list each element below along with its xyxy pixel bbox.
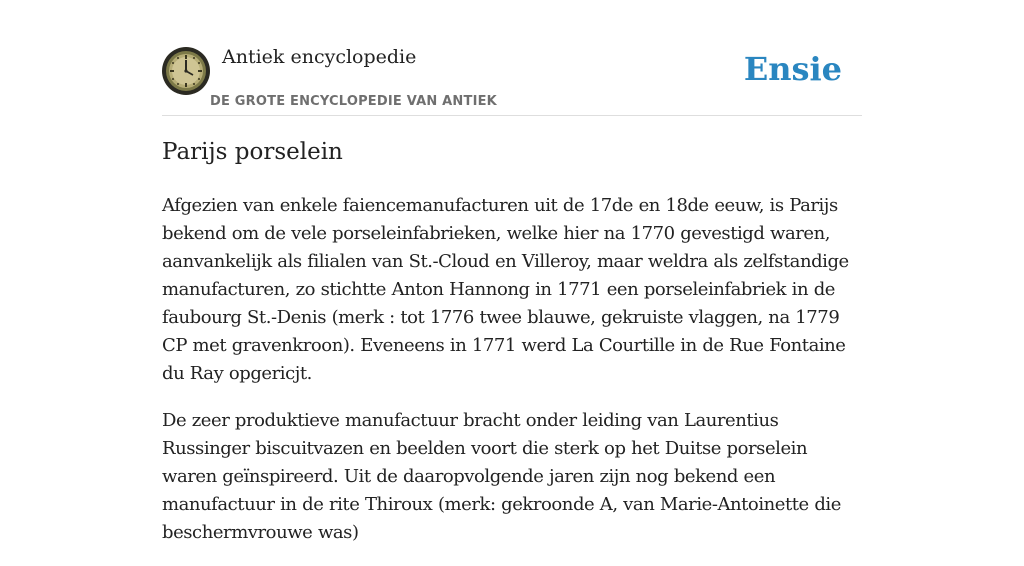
article-paragraph: Afgezien van enkele faiencemanufacturen uit de 17de en 18de eeuw, is Parijs bekend om de vele porseleinfabrieken, welke hier na 1770 gevestigd waren, aanvankelijk als filialen van St.-Cloud en Villeroy, maar weldra als zelfstandige manufacturen, zo stichtte Anton Hannong in 1771 een porseleinfabriek in de faubourg St.-Denis (merk : tot 1776 twee blauwe, gekruiste vlaggen, na 1779 CP met gravenkroon). Eveneens in 1771 werd La Courtille in de Rue Fontaine du Ray opgericjt.	[162, 195, 849, 384]
clock-icon[interactable]	[162, 47, 210, 95]
site-tagline: DE GROTE ENCYCLOPEDIE VAN ANTIEK	[210, 94, 497, 109]
site-header	[162, 40, 862, 116]
site-name-link[interactable]: Antiek encyclopedie	[222, 46, 417, 68]
article-title: Parijs porselein	[162, 139, 343, 165]
article-paragraph: De zeer produktieve manufactuur bracht onder leiding van Laurentius Russinger biscuitvazen en beelden voort die sterk op het Duitse porselein waren geïnspireerd. Uit de daaropvolgende jaren zijn nog bekend een manufactuur in de rite Thiroux (merk: gekroonde A, van Marie-Antoinette die beschermvrouwe was)	[162, 410, 841, 543]
article-body	[162, 192, 866, 566]
header-divider	[162, 115, 862, 116]
ensie-brand-link[interactable]: Ensie	[743, 50, 842, 88]
